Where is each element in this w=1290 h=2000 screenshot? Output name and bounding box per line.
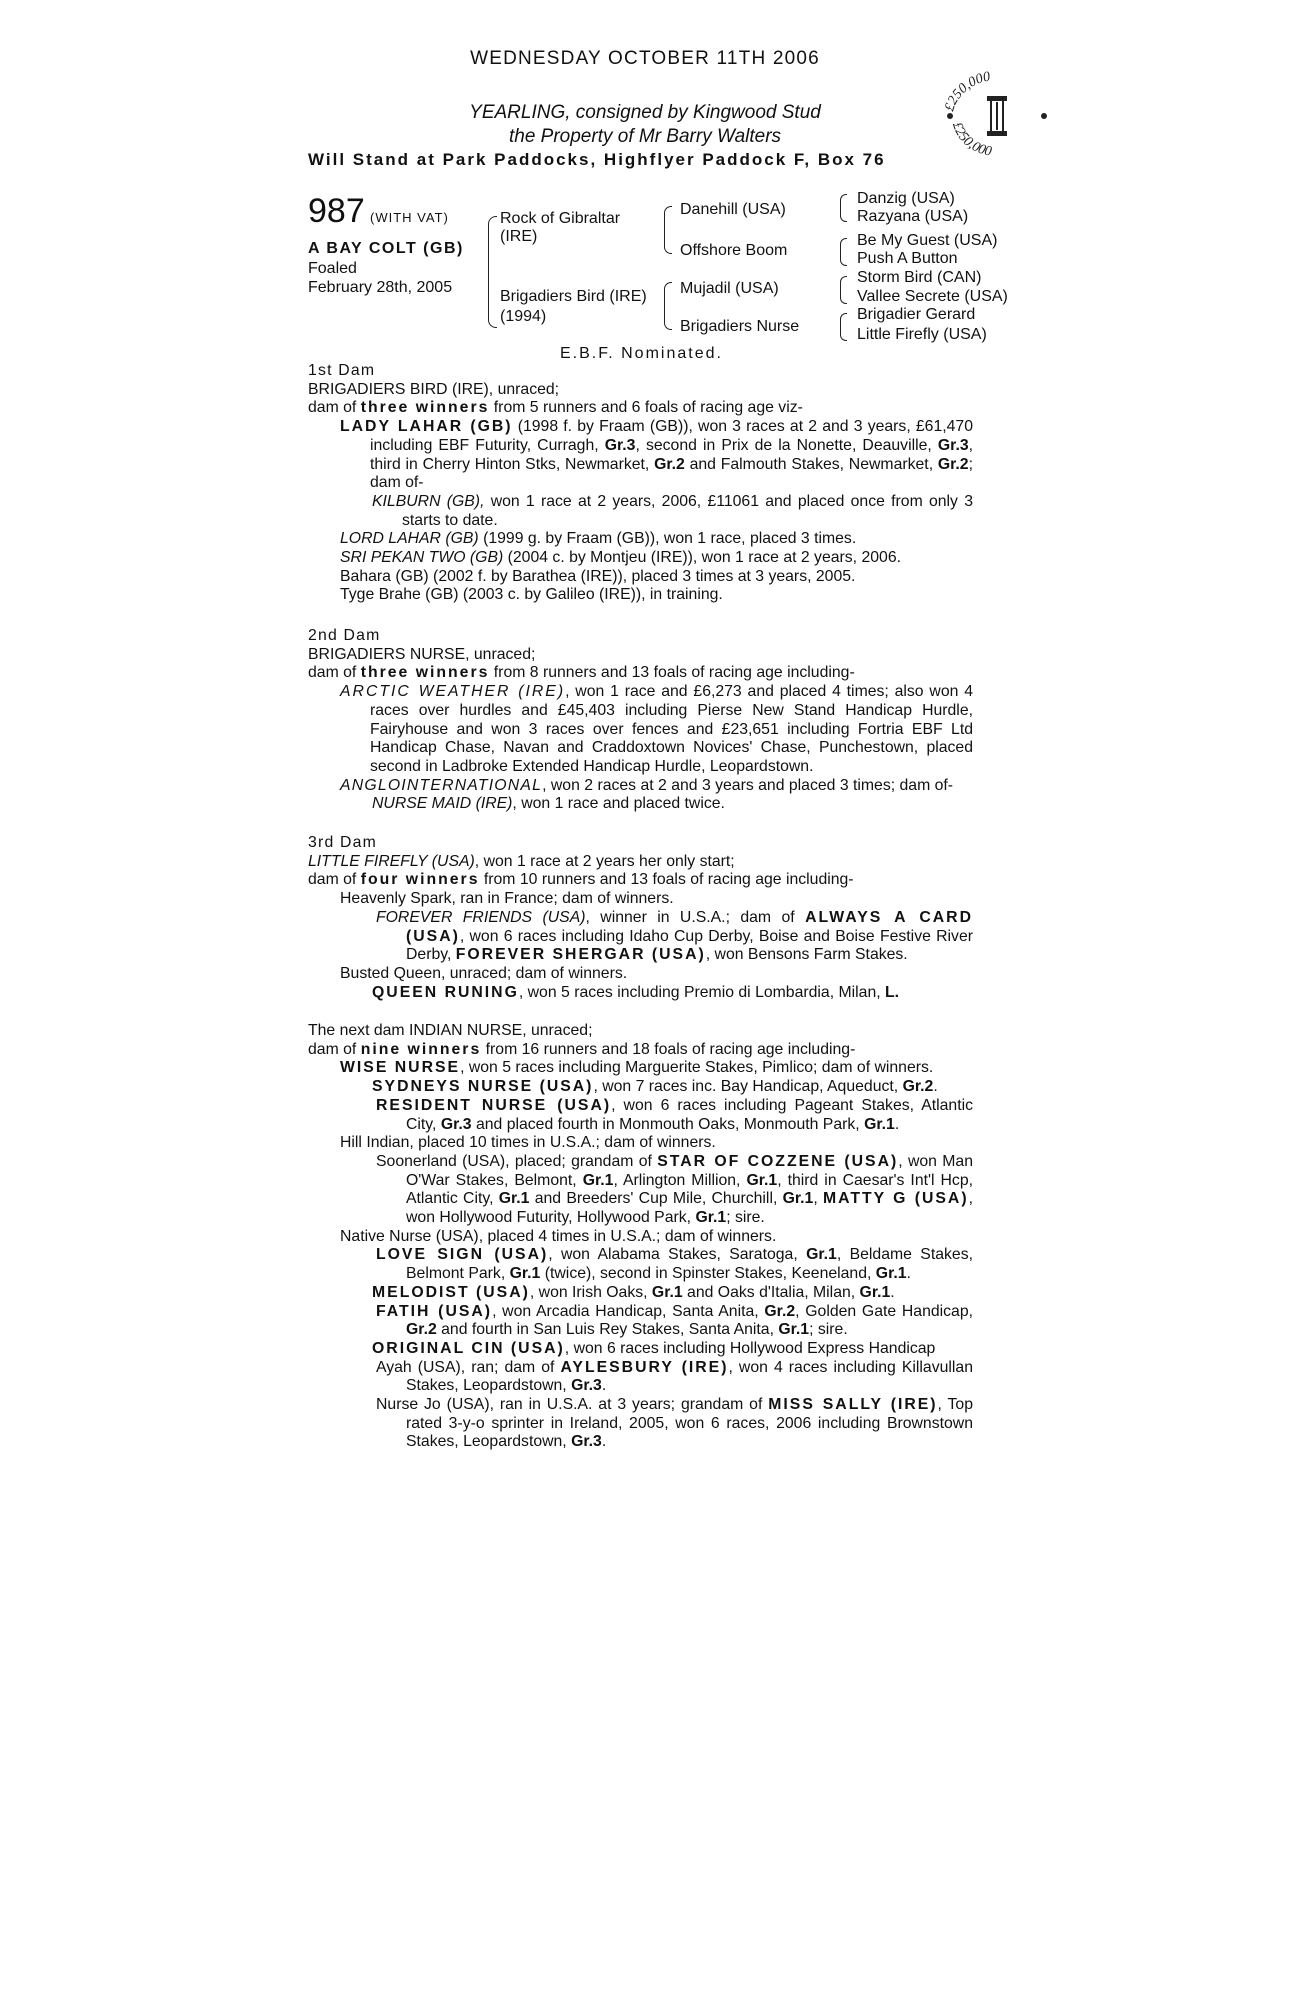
pedigree-dam: Brigadiers Bird (IRE) — [500, 288, 647, 305]
pedigree-g5: Storm Bird (CAN) — [857, 269, 982, 286]
produce-entry — [308, 1078, 973, 1097]
lot-name: A BAY COLT (GB) — [308, 240, 464, 257]
text-run: dam of — [308, 871, 361, 889]
produce-entry — [308, 1396, 973, 1452]
pedigree-g8: Little Firefly (USA) — [857, 326, 987, 343]
grade: Gr.1 — [864, 1115, 895, 1133]
produce-entry — [308, 418, 973, 493]
text-run: , won Alabama Stakes, Saratoga, — [548, 1246, 807, 1264]
grade: Gr.3 — [571, 1433, 602, 1451]
grade: Gr.1 — [875, 1265, 907, 1283]
produce-entry — [308, 493, 973, 530]
horse-name: STAR OF COZZENE (USA) — [657, 1152, 899, 1170]
grade: Gr.1 — [806, 1246, 837, 1264]
text-run: from 16 runners and 18 foals of racing age including- — [481, 1040, 856, 1058]
grade: Gr.1 — [859, 1283, 891, 1301]
pedigree-g3: Be My Guest (USA) — [857, 232, 998, 249]
produce-entry — [308, 909, 973, 965]
text-run: , won Irish Oaks, — [529, 1283, 652, 1301]
pedigree-g6: Vallee Secrete (USA) — [857, 288, 1008, 305]
produce-entry — [308, 795, 973, 814]
stamp-text-top: £250,000 — [942, 70, 992, 114]
horse-name: ANGLOINTERNATIONAL — [340, 776, 543, 794]
text-run: , won 1 race at 2 years her only start; — [474, 852, 735, 870]
produce-entry: Tyge Brahe (GB) (2003 c. by Galileo (IRE)), in training. — [340, 586, 723, 604]
winners-count: four winners — [360, 871, 480, 889]
pedigree-sire-sire: Danehill (USA) — [680, 201, 786, 218]
svg-text:£250,000 — [942, 70, 991, 113]
third-dam-line2 — [308, 871, 973, 890]
grade: Gr.3 — [571, 1377, 602, 1395]
text-run: , winner in U.S.A.; dam of — [585, 908, 806, 926]
produce-entry: Heavenly Spark, ran in France; dam of winners. — [340, 890, 674, 908]
grade: Gr.1 — [782, 1190, 814, 1208]
foaled-date: February 28th, 2005 — [308, 279, 453, 296]
grade: Gr.1 — [498, 1190, 530, 1208]
horse-name: SRI PEKAN TWO (GB) — [340, 549, 504, 567]
text-run: . — [906, 1265, 911, 1283]
horse-name: RESIDENT NURSE (USA) — [376, 1096, 612, 1114]
horse-name: FATIH (USA) — [376, 1302, 493, 1320]
text-run: , won 1 race and placed twice. — [512, 795, 725, 813]
text-run: ; sire. — [809, 1321, 848, 1339]
produce-entry — [308, 1359, 973, 1396]
produce-entry — [308, 1284, 973, 1303]
second-dam-section — [308, 627, 973, 814]
produce-entry: Native Nurse (USA), placed 4 times in U.S.A.; dam of winners. — [340, 1227, 777, 1245]
text-run: . — [933, 1078, 938, 1096]
text-run: , won 6 races including Idaho Cup Derby, Boise and Boise Festive River Derby, — [406, 927, 973, 964]
text-run: , third in Cherry Hinton Stks, Newmarket, — [370, 436, 974, 473]
grade: Gr.2 — [406, 1321, 437, 1339]
text-run: , won 5 races including Marguerite Stakes, Pimlico; dam of winners. — [460, 1059, 934, 1077]
sale-date: WEDNESDAY OCTOBER 11TH 2006 — [470, 48, 820, 69]
text-run: (1998 f. by Fraam (GB)), won 3 races at 2 and 3 years, £61,470 including EBF Futurity, Curragh, — [370, 418, 973, 454]
text-run: , won Arcadia Handicap, Santa Anita, — [492, 1302, 765, 1320]
second-dam-line1: BRIGADIERS NURSE, unraced; — [308, 645, 536, 663]
pedigree-dam-dam: Brigadiers Nurse — [680, 318, 800, 335]
grade: Gr.1 — [746, 1171, 778, 1189]
produce-entry — [308, 549, 973, 568]
text-run: . — [890, 1283, 895, 1301]
pedigree-brace-main — [488, 216, 497, 328]
horse-name: SYDNEYS NURSE (USA) — [372, 1078, 594, 1096]
horse-name: ORIGINAL CIN (USA) — [372, 1339, 565, 1357]
ebf-note: E.B.F. Nominated. — [560, 345, 723, 362]
text-run: Soonerland (USA), placed; grandam of — [376, 1152, 658, 1170]
fourth-dam-line1: The next dam INDIAN NURSE, unraced; — [308, 1022, 593, 1039]
produce-entry — [308, 1097, 973, 1134]
price-stamp-icon — [938, 70, 1056, 162]
produce-entry — [308, 1340, 973, 1359]
text-run: (1999 g. by Fraam (GB)), won 1 race, placed 3 times. — [478, 530, 857, 548]
horse-name: LADY LAHAR (GB) — [340, 418, 513, 436]
text-run: , won 6 races including Pageant Stakes, Atlantic City, — [406, 1096, 973, 1133]
text-run: from 8 runners and 13 foals of racing age including- — [489, 664, 855, 682]
produce-entry — [308, 1153, 973, 1228]
first-dam-line1: BRIGADIERS BIRD (IRE), unraced; — [308, 380, 560, 398]
foaled-label: Foaled — [308, 260, 357, 277]
text-run: dam of — [308, 1040, 361, 1058]
pedigree-brace-g78 — [840, 313, 847, 341]
produce-entry — [308, 1246, 973, 1283]
grade: Gr.3 — [604, 436, 636, 454]
svg-text:£250,000 — [949, 120, 993, 159]
text-run: , Golden Gate Handicap, — [795, 1302, 974, 1320]
horse-name: LORD LAHAR (GB) — [340, 530, 479, 548]
text-run: , won Bensons Farm Stakes. — [705, 946, 908, 964]
produce-entry — [308, 530, 973, 549]
pedigree-g4: Push A Button — [857, 250, 958, 267]
text-run: , won Hollywood Futurity, Hollywood Park, — [406, 1190, 973, 1227]
horse-name: FOREVER SHERGAR (USA) — [455, 946, 706, 964]
horse-name: MELODIST (USA) — [372, 1283, 530, 1301]
grade: Gr.2 — [654, 455, 685, 473]
winners-count: nine winners — [360, 1040, 482, 1058]
grade: Gr.2 — [937, 455, 969, 473]
text-run: from 5 runners and 6 foals of racing age viz- — [489, 399, 803, 417]
text-run: , third in Caesar's Int'l Hcp, Atlantic City, — [406, 1171, 973, 1208]
pedigree-sire-dam: Offshore Boom — [680, 242, 788, 259]
pedigree-brace-g12 — [840, 194, 847, 222]
produce-entry: Bahara (GB) (2002 f. by Barathea (IRE)), placed 3 times at 3 years, 2005. — [340, 567, 856, 585]
first-dam-section — [308, 362, 973, 605]
text-run: dam of — [308, 664, 361, 682]
horse-name: ALWAYS A CARD (USA) — [406, 908, 973, 945]
text-run: , — [813, 1190, 823, 1208]
text-run: , won 5 races including Premio di Lombardia, Milan, — [518, 983, 886, 1001]
horse-name: AYLESBURY (IRE) — [560, 1358, 729, 1376]
winners-count: three winners — [360, 664, 490, 682]
pedigree-brace-g56 — [840, 276, 847, 304]
horse-name: MATTY G (USA) — [822, 1190, 969, 1208]
horse-name: MISS SALLY (IRE) — [768, 1396, 938, 1414]
horse-name: ARCTIC WEATHER (IRE) — [340, 683, 566, 701]
stand-location: Will Stand at Park Paddocks, Highflyer Paddock F, Box 76 — [308, 150, 886, 169]
text-run: (twice), second in Spinster Stakes, Keeneland, — [540, 1265, 876, 1283]
produce-entry — [308, 984, 973, 1003]
grade: Gr.1 — [778, 1321, 810, 1339]
first-dam-heading: 1st Dam — [308, 362, 376, 379]
grade: Gr.3 — [440, 1115, 472, 1133]
pedigree-g2: Razyana (USA) — [857, 208, 969, 225]
text-run: , won 6 races including Hollywood Express Handicap — [564, 1339, 936, 1357]
text-run: . — [601, 1433, 607, 1451]
pedigree-g1: Danzig (USA) — [857, 190, 955, 207]
text-run: , won 7 races inc. Bay Handicap, Aqueduct, — [593, 1078, 903, 1096]
text-run: , second in Prix de la Nonette, Deauville, — [635, 436, 938, 454]
vat-note: (WITH VAT) — [370, 210, 449, 225]
text-run: . — [601, 1377, 607, 1395]
produce-entry: Busted Queen, unraced; dam of winners. — [340, 964, 628, 982]
grade: Gr.1 — [695, 1209, 727, 1227]
grade: Gr.2 — [902, 1078, 934, 1096]
produce-entry: Hill Indian, placed 10 times in U.S.A.; dam of winners. — [340, 1134, 716, 1152]
text-run: , Top rated 3-y-o sprinter in Ireland, 2005, won 6 races, 2006 including Brownstown Stakes, Leopardstown, — [406, 1396, 974, 1451]
pedigree-dam-suffix: (1994) — [500, 308, 547, 325]
text-run: , Arlington Million, — [613, 1171, 747, 1189]
pedigree-brace-g34 — [840, 238, 847, 266]
property-line: the Property of Mr Barry Walters — [508, 126, 782, 147]
horse-name: WISE NURSE — [340, 1059, 461, 1077]
horse-name: LITTLE FIREFLY (USA) — [308, 852, 475, 870]
text-run: and Breeders' Cup Mile, Churchill, — [529, 1190, 783, 1208]
pedigree-sire-suffix: (IRE) — [500, 228, 538, 245]
third-dam-line1 — [308, 853, 973, 872]
text-run: (2004 c. by Montjeu (IRE)), won 1 race at 2 years, 2006. — [503, 549, 901, 567]
grade: Gr.1 — [509, 1265, 541, 1283]
fourth-dam-section — [308, 1022, 973, 1452]
winners-count: three winners — [360, 399, 490, 417]
produce-entry — [308, 777, 973, 796]
consignor-line: YEARLING, consigned by Kingwood Stud — [469, 102, 821, 123]
text-run: from 10 runners and 13 foals of racing age including- — [479, 871, 854, 889]
second-dam-line2 — [308, 664, 973, 683]
text-run: and Oaks d'Italia, Milan, — [682, 1283, 860, 1301]
text-run: , won Man O'War Stakes, Belmont, — [406, 1152, 973, 1189]
grade: Gr.1 — [651, 1283, 683, 1301]
text-run: and placed fourth in Monmouth Oaks, Monmouth Park, — [471, 1115, 865, 1133]
first-dam-line2 — [308, 399, 973, 418]
pedigree-g7: Brigadier Gerard — [857, 306, 976, 323]
produce-entry — [308, 683, 973, 777]
pedigree-sire: Rock of Gibraltar — [500, 210, 621, 227]
horse-name: FOREVER FRIENDS (USA) — [376, 908, 586, 926]
text-run: won 1 race at 2 years, 2006, £11061 and placed once from only 3 starts to date. — [402, 492, 973, 529]
text-run: , won 1 race and £6,273 and placed 4 times; also won 4 races over hurdles and £45,403 including Pierse New Stand Handicap Hurdle, Fairyhouse and won 3 races over fences and £23,651 including Fortria EBF Ltd Handicap Chase, Navan and Craddoxtown Novices' Chase, Punchestown, placed second in Ladbroke Extended Handicap Hurdle, Leopardstown. — [370, 683, 973, 775]
fourth-dam-line2 — [308, 1041, 973, 1060]
grade: Gr.2 — [764, 1302, 796, 1320]
text-run: , Beldame Stakes, Belmont Park, — [406, 1246, 973, 1283]
text-run: Ayah (USA), ran; dam of — [376, 1358, 561, 1376]
horse-name: KILBURN (GB), — [372, 492, 485, 510]
grade: L. — [885, 983, 900, 1001]
grade: Gr.3 — [937, 436, 969, 454]
second-dam-heading: 2nd Dam — [308, 627, 381, 644]
text-run: and Falmouth Stakes, Newmarket, — [684, 455, 938, 473]
text-run: ; dam of- — [370, 455, 973, 492]
produce-entry — [308, 1059, 973, 1078]
produce-entry — [308, 1303, 973, 1340]
horse-name: LOVE SIGN (USA) — [376, 1246, 549, 1264]
lot-number: 987 — [308, 192, 365, 230]
text-run: , won 2 races at 2 and 3 years and placed 3 times; dam of- — [542, 776, 954, 794]
grade: Gr.1 — [582, 1171, 614, 1189]
text-run: and fourth in San Luis Rey Stakes, Santa Anita, — [436, 1321, 779, 1339]
third-dam-section — [308, 834, 973, 1002]
text-run: ; sire. — [726, 1209, 765, 1227]
text-run: , won 4 races including Killavullan Stakes, Leopardstown, — [406, 1358, 973, 1395]
horse-name: QUEEN RUNING — [372, 983, 519, 1001]
horse-name: NURSE MAID (IRE) — [372, 795, 513, 813]
third-dam-heading: 3rd Dam — [308, 834, 377, 851]
pedigree-brace-sire — [664, 206, 672, 254]
stamp-text-bottom: £250,000 — [948, 120, 993, 160]
text-run: . — [894, 1115, 900, 1133]
text-run: Nurse Jo (USA), ran in U.S.A. at 3 years; grandam of — [376, 1396, 769, 1414]
pedigree-dam-sire: Mujadil (USA) — [680, 280, 779, 297]
text-run: dam of — [308, 399, 361, 417]
pedigree-brace-dam — [664, 282, 672, 330]
